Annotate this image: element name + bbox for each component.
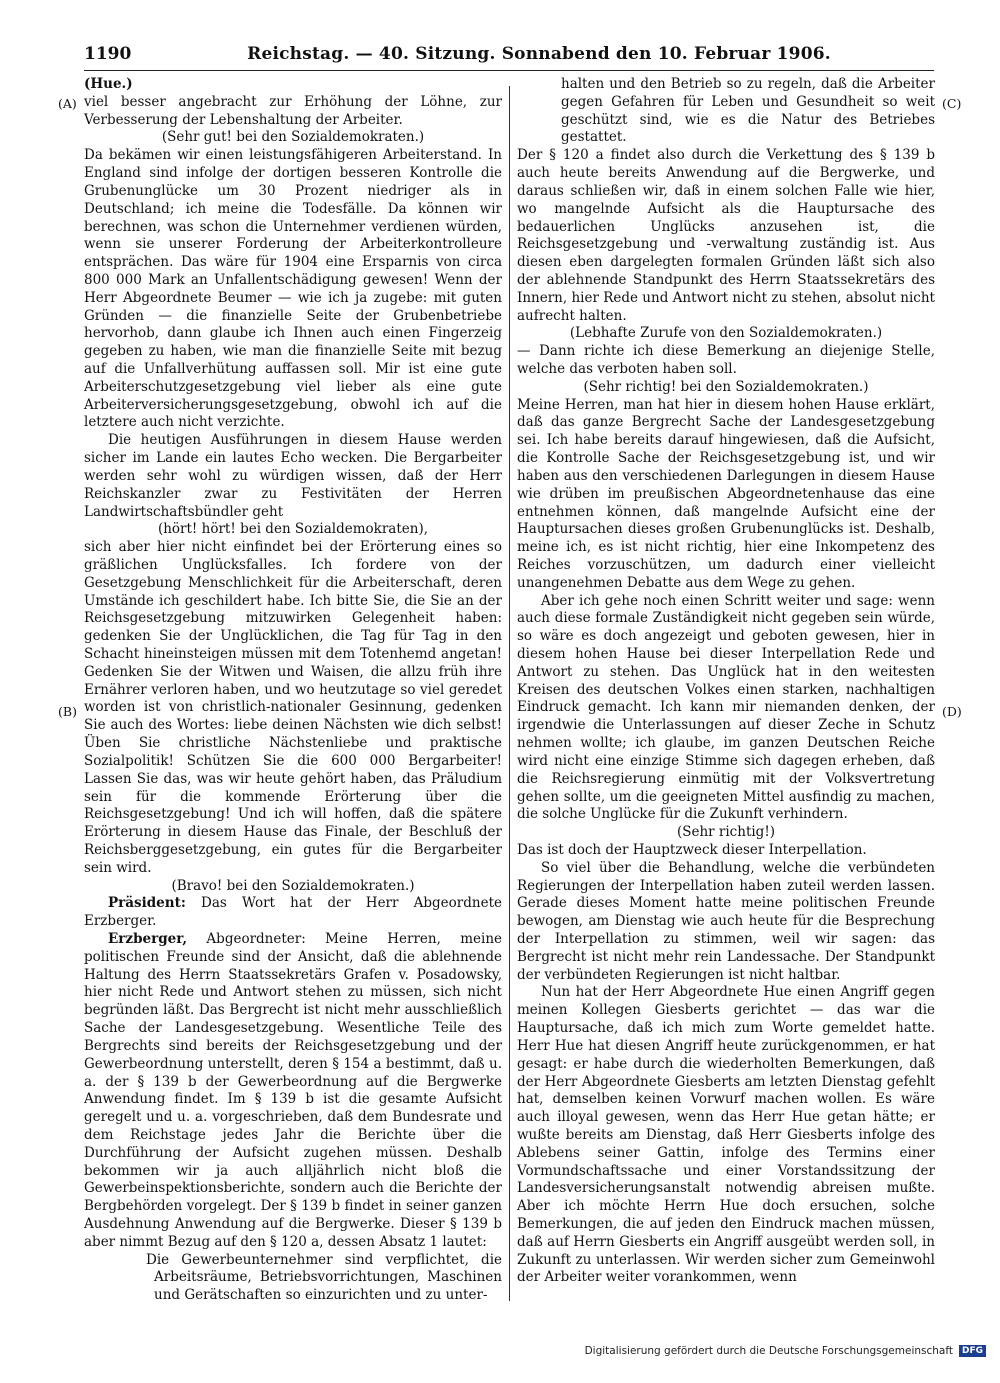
dfg-logo: DFG	[959, 1345, 986, 1357]
interjection: (Sehr richtig! bei den Sozialdemokraten.)	[583, 378, 869, 395]
speaker-name: Erzberger,	[108, 931, 188, 947]
speaker-paragraph	[84, 931, 502, 1252]
margin-marker-b: (B)	[58, 704, 77, 719]
left-column	[84, 76, 502, 1305]
page-header	[84, 44, 934, 68]
paragraph: Die heutigen Ausführungen in diesem Hause werden sicher im Lande ein lautes Echo wecken. Die Bergarbeiter werden sehr wohl zu würdigen wissen, daß der Herr Reichskanzler zwar zu Festivitäten der Herren Landwirtschaftsbündler geht	[84, 432, 502, 520]
quotation: Die Gewerbeunternehmer sind verpflichtet, die Arbeitsräume, Betriebsvorrichtungen, Maschinen und Gerätschaften so einzurichten und zu unter-	[146, 1251, 502, 1304]
margin-marker-c: (C)	[942, 96, 962, 111]
interjection: (Bravo! bei den Sozialdemokraten.)	[171, 877, 415, 894]
margin-marker-a: (A)	[58, 96, 77, 111]
paragraph: sich aber hier nicht einfindet bei der Erörterung eines so gräßlichen Unglücksfalles. Ich fordere von der Gesetzgebung Menschlichkeit für die Arbeiterschaft, deren Umstände ich geschildert habe. Ich bitte Sie, die Sie an der Reichsgesetzgebung mitzuwirken Gelegenheit haben: gedenken Sie der Unglücklichen, die Tag für Tag in den Schacht hineinsteigen müssen mit dem Totenhemd angetan! Gedenken Sie der Witwen und Waisen, die allzu früh ihre Ernährer verloren haben, und wo heutzutage so viel geredet worden ist von christlich-nationaler Gesinnung, gedenken Sie auch des Wortes: liebe deinen Nächsten wie dich selbst! Üben Sie christliche Nächstenliebe und praktische Sozialpolitik! Schützen Sie die 600 000 Bergarbeiter! Lassen Sie das, was wir heute gehört haben, das Präludium sein für die kommende Erörterung über die Reichsgesetzgebung! Und ich will hoffen, daß die spätere Erörterung in diesem Hause das Finale, der Beschluß der Reichsberggesetzgebung, ein gutes für die Bergarbeiter sein wird.	[84, 539, 502, 876]
running-title: Reichstag. — 40. Sitzung. Sonnabend den 10. Februar 1906.	[247, 44, 831, 64]
paragraph: Da bekämen wir einen leistungsfähigeren Arbeiterstand. In England sind infolge der dortigen besseren Kontrolle die Grubenunglücke um 30 Prozent niedriger als in Deutschland; ich meine die Todesfälle. Da können wir berechnen, was schon die Unternehmer verdienen würden, wenn sie unserer Forderung der Arbeiterkontrolleure entsprächen. Das wäre für 1904 eine Ersparnis von circa 800 000 Mark an Unfallentschädigung gewesen! Wenn der Herr Abgeordnete Beumer — wie ich ja zugebe: mit guten Gründen — die finanzielle Seite der Grubenbetriebe hervorhob, dann glaube ich Ihnen auch einen Fingerzeig gegeben zu haben, wie man die finanzielle Seite mit bezug auf die Unfallverhütung auffassen soll. Mir ist eine gute Arbeiterschutzgesetzgebung viel lieber als eine gute Arbeiterversicherungsgesetzgebung, obwohl ich auf die letztere auch nicht verzichte.	[84, 147, 502, 431]
paragraph: Meine Herren, man hat hier in diesem hohen Hause erklärt, daß das ganze Bergrecht Sache der Landesgesetzgebung sei. Ich habe bereits darauf hingewiesen, daß die Aufsicht, die Kontrolle Sache der Reichsgesetzgebung ist, und wir haben aus den verschiedenen Darlegungen in diesem Hause wie drüben im preußischen Abgeordnetenhause das eine entnehmen können, daß mangelnde Aufsicht eine der Hauptursachen dieses großen Grubenunglücks ist. Deshalb, meine ich, es ist nicht richtig, hier eine Inkompetenz des Reiches vorzuschützen, um dadurch einer vielleicht unangenehmen Debatte aus dem Wege zu gehen.	[517, 396, 935, 591]
paragraph-text: Das Wort hat der Herr Abgeordnete Erzberger.	[84, 895, 502, 930]
speaker-name: Präsident:	[108, 895, 186, 912]
page-number: 1190	[84, 44, 132, 64]
interjection: (Sehr richtig!)	[676, 824, 776, 841]
quotation: halten und den Betrieb so zu regeln, daß die Arbeiter gegen Gefahren für Leben und Gesundheit so weit geschützt sind, wie es die Natur des Betriebes gestattet.	[561, 76, 935, 146]
column-divider	[509, 86, 510, 1301]
margin-marker-d: (D)	[942, 704, 962, 719]
interjection: (Lebhafte Zurufe von den Sozialdemokraten.)	[569, 325, 883, 342]
paragraph: So viel über die Behandlung, welche die verbündeten Regierungen der Interpellation haben zuteil werden lassen. Gerade dieses Moment hatte meine politischen Freunde bewogen, am Dienstag wie auch heute für die Besprechung der Interpellation zu stimmen, weil wir sagen: das Bergrecht ist nicht mehr rein Landessache. Der Standpunkt der verbündeten Regierungen ist nicht haltbar.	[517, 859, 935, 983]
speaker-label: (Hue.)	[84, 76, 133, 92]
speaker-paragraph	[84, 895, 502, 931]
paragraph: viel besser angebracht zur Erhöhung der Löhne, zur Verbesserung der Lebenshaltung der Arbeiter.	[84, 93, 502, 128]
footer	[585, 1345, 986, 1357]
footer-credit: Digitalisierung gefördert durch die Deutsche Forschungsgemeinschaft	[584, 1345, 953, 1357]
interjection: (hört! hört! bei den Sozialdemokraten),	[157, 521, 429, 538]
paragraph: — Dann richte ich diese Bemerkung an diejenige Stelle, welche das verboten haben soll.	[517, 343, 935, 377]
paragraph: Nun hat der Herr Abgeordnete Hue einen Angriff gegen meinen Kollegen Giesberts gerichtet — das war die Hauptursache, daß ich mich zum Worte gemeldet hatte. Herr Hue hat diesen Angriff heute zurückgenommen, er hat gesagt: er habe durch die wiederholten Bemerkungen, daß der Herr Abgeordnete Giesberts am letzten Dienstag gefehlt hat, demselben keinen Vorwurf machen wollen. Es wäre auch illoyal gewesen, wenn das Herr Hue getan hätte; er wußte bereits am Dienstag, daß Herr Giesberts infolge des Ablebens seiner Gattin, infolge des Termins einer Vormundschaftssache und einer Vorstandssitzung der Landesversicherungsanstalt notwendig abreisen mußte. Aber ich möchte Herrn Hue doch ersuchen, solche Bemerkungen, die auf jeden den Eindruck machen müssen, daß auf Herrn Giesberts ein Angriff ausgeübt werden soll, in Zukunft zu unterlassen. Wir werden sicher zum Gemeinwohl der Arbeiter weiter vorankommen, wenn	[517, 984, 935, 1286]
interjection: (Sehr gut! bei den Sozialdemokraten.)	[161, 129, 425, 146]
paragraph: Das ist doch der Hauptzweck dieser Interpellation.	[517, 841, 867, 858]
paragraph: Aber ich gehe noch einen Schritt weiter und sage: wenn auch diese formale Zuständigkeit nicht gegeben sein würde, so wäre es doch angezeigt und geboten gewesen, hier in diesem hohen Hause bei dieser Interpellation Rede und Antwort zu stehen. Das Unglück hat in den weitesten Kreisen des deutschen Volkes einen starken, nachhaltigen Eindruck gemacht. Ich kann mir niemanden denken, der irgendwie die Unterlassungen auf dieser Zeche in Schutz nehmen wollte; ich glaube, im ganzen Deutschen Reiche wird nicht eine einzige Stimme sich dagegen erheben, daß die Reichsregierung einmütig mit der Volksvertretung gehen sollte, um die geeigneten Mittel ausfindig zu machen, die solche Unglücke für die Zukunft verhindern.	[517, 592, 935, 823]
paragraph: Der § 120 a findet also durch die Verkettung des § 139 b auch heute bereits Anwendung auf die Bergwerke, und daraus schließen wir, daß in einem solchen Falle wie hier, wo mangelnde Aufsicht als die Hauptursache des bedauerlichen Unglücks anzusehen ist, die Reichsgesetzgebung und -verwaltung zuständig ist. Aus diesen eben dargelegten formalen Gründen läßt sich also der ablehnende Standpunkt des Herrn Staatssekretärs des Innern, hier Rede und Antwort nicht zu stehen, absolut nicht aufrecht halten.	[517, 147, 935, 324]
paragraph-text: Abgeordneter: Meine Herren, meine politischen Freunde sind der Ansicht, daß die ablehnende Haltung des Herrn Staatssekretärs Grafen v. Posadowsky, hier nicht Rede und Antwort stehen zu müssen, sich nicht begründen läßt. Das Bergrecht ist nicht mehr ausschließlich Sache der Landesgesetzgebung. Wesentliche Teile des Bergrechts sind bereits der Reichsgesetzgebung und der Gewerbeordnung unterstellt, deren § 154 a bestimmt, daß u. a. der § 139 b der Gewerbeordnung auf die Bergwerke Anwendung findet. Im § 139 b ist die gesamte Aufsicht geregelt und u. a. vorgeschrieben, daß dem Bundesrate und dem Reichstage jedes Jahr die Berichte über die Durchführung der Aufsicht zugehen müssen. Deshalb bekommen wir ja auch alljährlich nicht bloß die Gewerbeinspektionsberichte, sondern auch die Berichte der Bergbehörden vorgelegt. Der § 139 b findet in seiner ganzen Ausdehnung Anwendung auf die Bergwerke. Dieser § 139 b aber nimmt Bezug auf den § 120 a, dessen Absatz 1 lautet:	[84, 931, 503, 1250]
right-column	[517, 76, 935, 1287]
header-rule	[84, 70, 934, 71]
